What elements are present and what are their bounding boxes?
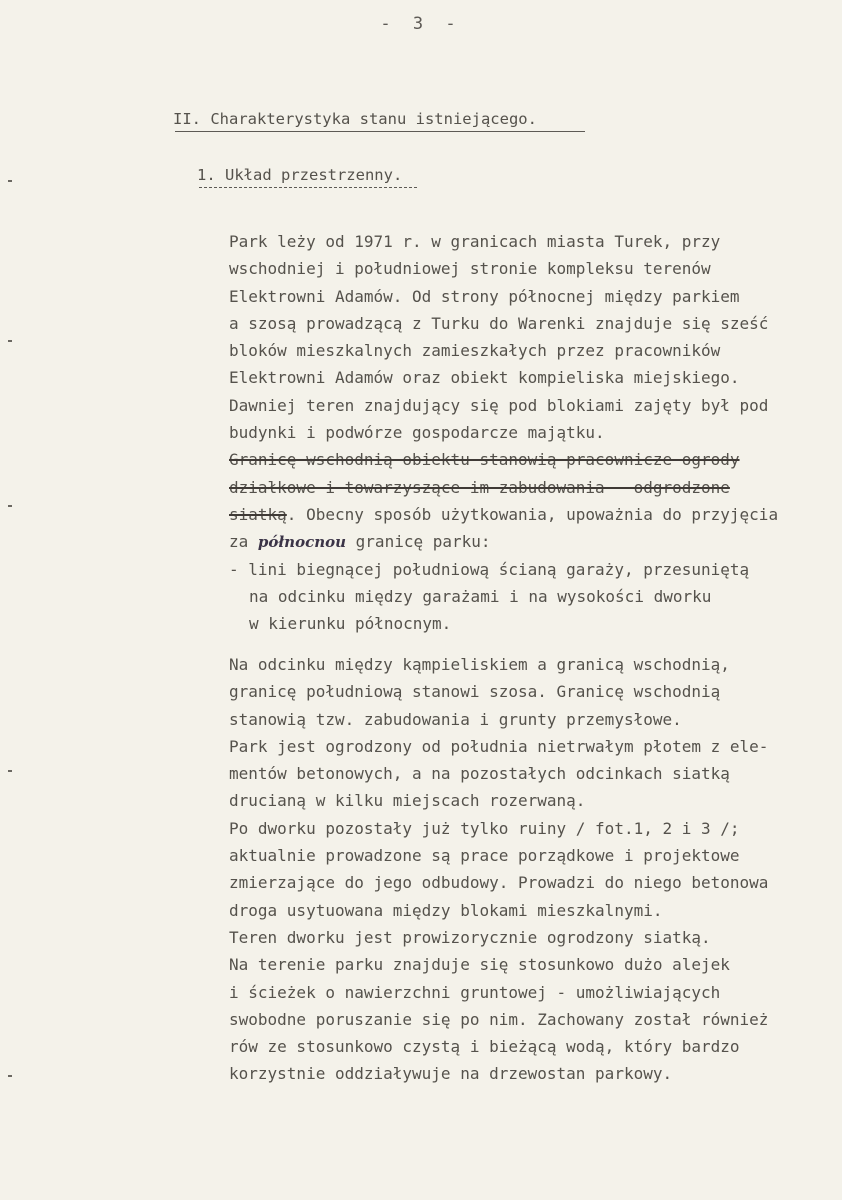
section-heading-underline <box>175 131 585 132</box>
subsection-heading <box>197 166 402 184</box>
text-segment: granicę parku: <box>346 532 491 552</box>
subsection-heading-text: 1. Układ przestrzenny. <box>197 166 403 184</box>
bullet-continuation: na odcinku między garażami i na wysokości dworku <box>249 586 712 606</box>
text-line: stanowią tzw. zabudowania i grunty przemysłowe. <box>229 709 682 729</box>
text-line: droga usytuowana między blokami mieszkalnymi. <box>229 900 663 920</box>
text-line: mentów betonowych, a na pozostałych odcinkach siatką <box>229 764 730 784</box>
margin-mark <box>8 505 12 507</box>
text-line: bloków mieszkalnych zamieszkałych przez pracowników <box>229 341 721 361</box>
text-line: drucianą w kilku miejscach rozerwaną. <box>229 791 586 811</box>
text-line: korzystnie oddziaływuje na drzewostan parkowy. <box>229 1064 673 1084</box>
text-line: granicę południową stanowi szosa. Granicę wschodnią <box>229 682 721 702</box>
text-line: Elektrowni Adamów. Od strony północnej między parkiem <box>229 286 740 306</box>
margin-mark <box>8 180 12 182</box>
text-line: Elektrowni Adamów oraz obiekt kompieliska miejskiego. <box>229 368 740 388</box>
text-line: i ścieżek o nawierzchni gruntowej - umożliwiających <box>229 982 721 1002</box>
paragraph-1 <box>229 228 829 637</box>
text-line: swobodne poruszanie się po nim. Zachowany został również <box>229 1009 769 1029</box>
struck-text-line: działkowe i towarzyszące im zabudowania - odgrodzone <box>229 477 730 497</box>
handwritten-correction: północnou <box>257 533 347 552</box>
text-line: Po dworku pozostały już tylko ruiny / fot.1, 2 i 3 /; <box>229 818 740 838</box>
bullet-line: - lini biegnącej południową ścianą garaży, przesuniętą <box>229 559 750 579</box>
text-line: Na odcinku między kąmpieliskiem a granicą wschodnią, <box>229 655 730 674</box>
margin-mark <box>8 1075 12 1077</box>
text-line: rów ze stosunkowo czystą i bieżącą wodą, który bardzo <box>229 1037 740 1057</box>
text-line: Dawniej teren znajdujący się pod blokiami zajęty był pod <box>229 395 769 415</box>
page-number: - 3 - <box>380 14 462 34</box>
section-heading-text: II. Charakterystyka stanu istniejącego. <box>173 110 537 128</box>
paragraph-2 <box>229 651 829 1088</box>
text-line: budynki i podwórze gospodarcze majątku. <box>229 423 605 443</box>
text-line: Park leży od 1971 r. w granicach miasta Turek, przy <box>229 232 721 251</box>
margin-mark <box>8 340 12 342</box>
margin-mark <box>8 770 12 772</box>
section-heading <box>173 110 537 128</box>
text-line-mixed <box>229 501 829 528</box>
text-line: zmierzające do jego odbudowy. Prowadzi do niego betonowa <box>229 873 769 893</box>
subsection-heading-underline <box>199 187 417 188</box>
text-segment: . Obecny sposób użytkowania, upoważnia do przyjęcia <box>286 504 779 524</box>
text-line: Park jest ogrodzony od południa nietrwałym płotem z ele- <box>229 736 769 756</box>
text-line: wschodniej i południowej stronie kompleksu terenów <box>229 259 711 279</box>
struck-word: siatką <box>229 504 287 524</box>
bullet-continuation: w kierunku północnym. <box>249 614 452 634</box>
struck-text-line: Granicę wschodnią obiektu stanowią pracownicze ogrody <box>229 450 740 470</box>
text-segment: za <box>229 532 258 552</box>
text-line: Teren dworku jest prowizorycznie ogrodzony siatką. <box>229 927 711 947</box>
text-line: Na terenie parku znajduje się stosunkowo dużo alejek <box>229 955 730 975</box>
text-line: a szosą prowadzącą z Turku do Warenki znajduje się sześć <box>229 313 769 333</box>
text-line: aktualnie prowadzone są prace porządkowe i projektowe <box>229 846 740 866</box>
text-line-handwritten-correction <box>229 528 829 555</box>
